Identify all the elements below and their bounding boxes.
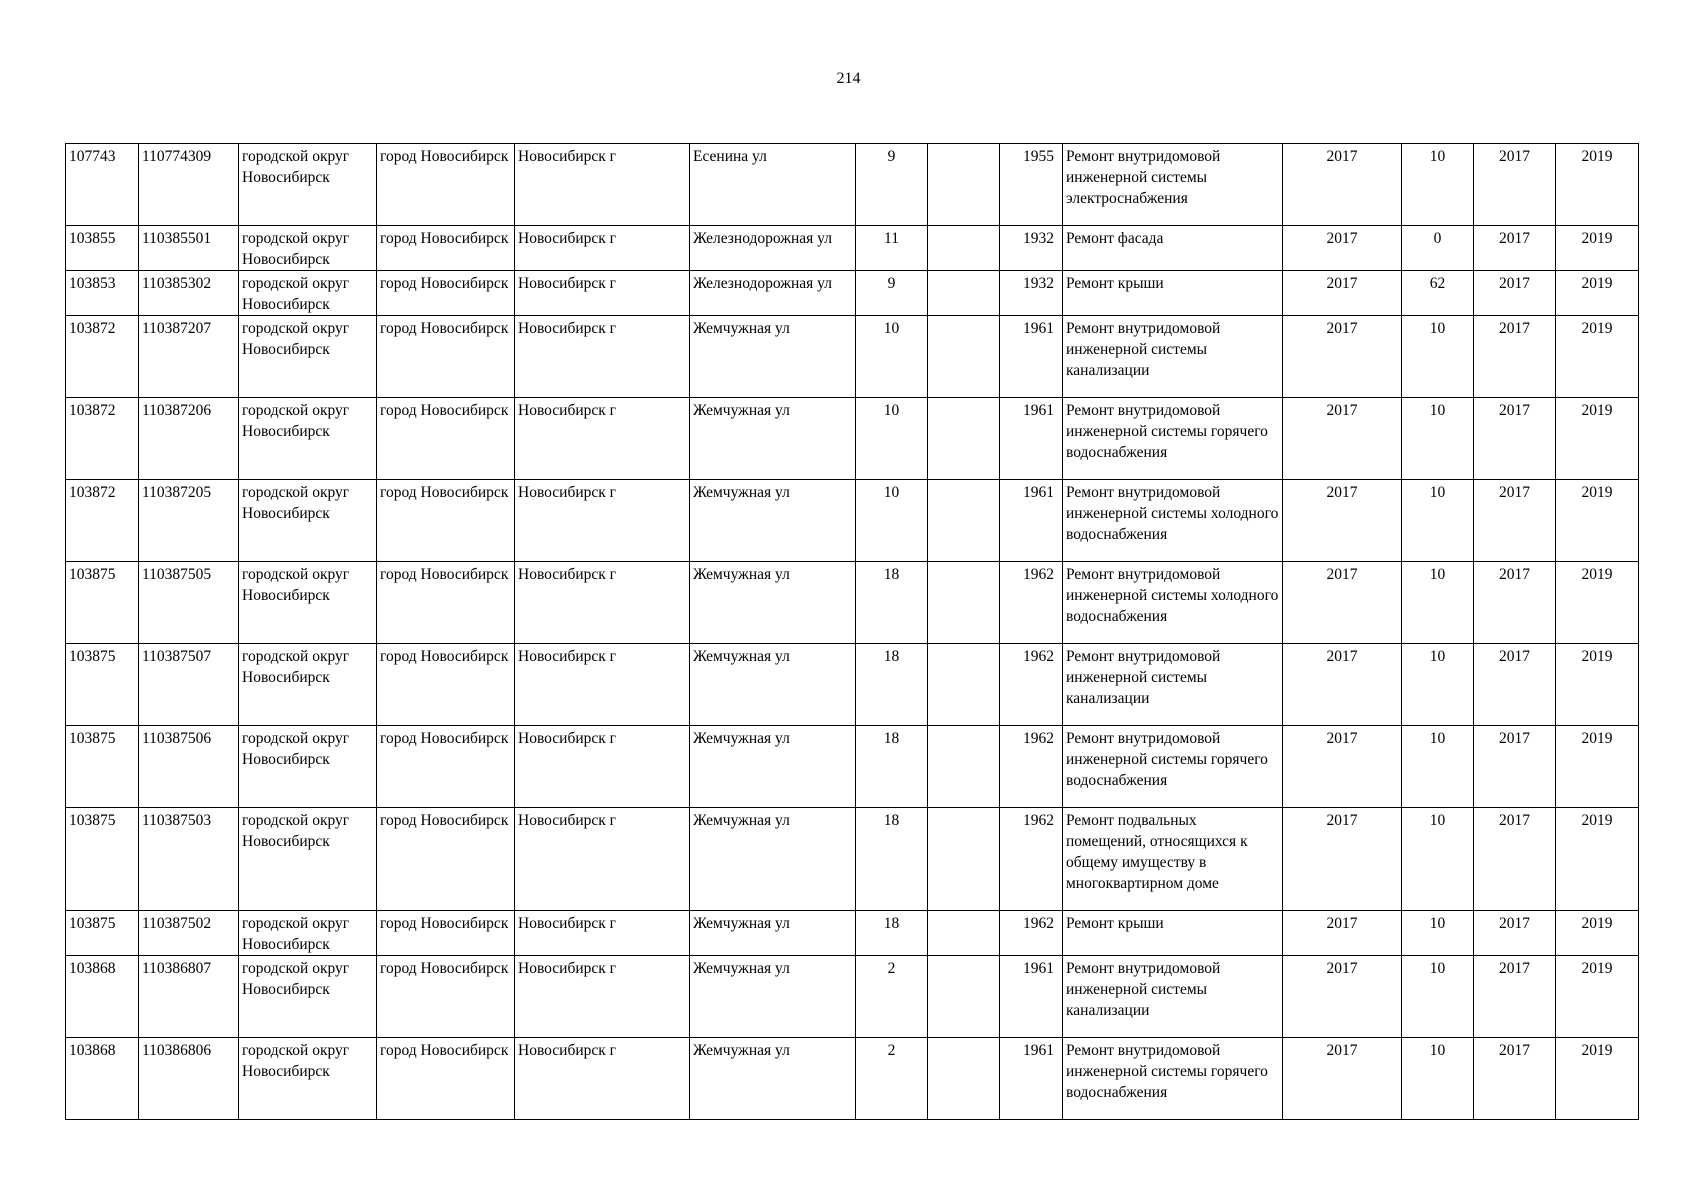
cell-building [928,398,1000,480]
cell-work-type: Ремонт крыши [1063,911,1283,956]
cell-building [928,956,1000,1038]
cell-start-year: 2017 [1474,1038,1556,1120]
cell-street: Жемчужная ул [690,562,856,644]
cell-house-id: 103875 [66,644,139,726]
cell-value: 10 [1402,911,1474,956]
cell-locality: Новосибирск г [515,562,690,644]
cell-work-code: 110387506 [139,726,239,808]
cell-house-id: 103872 [66,480,139,562]
cell-start-year: 2017 [1474,644,1556,726]
table-row [66,398,1639,480]
cell-work-code: 110385302 [139,271,239,316]
cell-locality: Новосибирск г [515,480,690,562]
cell-house-number: 10 [856,398,928,480]
cell-value: 10 [1402,808,1474,911]
cell-plan-year: 2017 [1283,956,1402,1038]
cell-work-type: Ремонт внутридомовой инженерной системы канализации [1063,644,1283,726]
cell-end-year: 2019 [1556,562,1639,644]
cell-plan-year: 2017 [1283,911,1402,956]
cell-house-number: 9 [856,271,928,316]
cell-plan-year: 2017 [1283,226,1402,271]
cell-street: Железнодорожная ул [690,271,856,316]
cell-building [928,226,1000,271]
cell-house-id: 103872 [66,316,139,398]
cell-locality: Новосибирск г [515,271,690,316]
cell-city: город Новосибирск [377,316,515,398]
cell-end-year: 2019 [1556,271,1639,316]
cell-build-year: 1932 [1000,226,1063,271]
cell-value: 10 [1402,1038,1474,1120]
cell-house-number: 18 [856,808,928,911]
cell-building [928,271,1000,316]
cell-house-number: 10 [856,316,928,398]
cell-plan-year: 2017 [1283,808,1402,911]
cell-house-number: 11 [856,226,928,271]
cell-end-year: 2019 [1556,911,1639,956]
cell-work-code: 110387207 [139,316,239,398]
cell-house-number: 18 [856,644,928,726]
cell-house-id: 103875 [66,726,139,808]
cell-building [928,1038,1000,1120]
cell-street: Жемчужная ул [690,911,856,956]
cell-work-type: Ремонт внутридомовой инженерной системы холодного водоснабжения [1063,562,1283,644]
cell-value: 10 [1402,956,1474,1038]
cell-district: городской округ Новосибирск [239,644,377,726]
cell-work-code: 110387502 [139,911,239,956]
cell-end-year: 2019 [1556,144,1639,226]
cell-district: городской округ Новосибирск [239,271,377,316]
cell-district: городской округ Новосибирск [239,316,377,398]
cell-house-number: 18 [856,562,928,644]
cell-street: Железнодорожная ул [690,226,856,271]
cell-city: город Новосибирск [377,480,515,562]
cell-build-year: 1962 [1000,562,1063,644]
cell-street: Жемчужная ул [690,808,856,911]
cell-work-type: Ремонт внутридомовой инженерной системы холодного водоснабжения [1063,480,1283,562]
cell-value: 10 [1402,562,1474,644]
cell-work-code: 110387507 [139,644,239,726]
cell-work-code: 110387503 [139,808,239,911]
cell-house-id: 107743 [66,144,139,226]
cell-start-year: 2017 [1474,271,1556,316]
cell-build-year: 1961 [1000,480,1063,562]
cell-value: 0 [1402,226,1474,271]
cell-value: 62 [1402,271,1474,316]
cell-start-year: 2017 [1474,144,1556,226]
cell-locality: Новосибирск г [515,956,690,1038]
cell-work-code: 110387505 [139,562,239,644]
cell-street: Жемчужная ул [690,1038,856,1120]
cell-build-year: 1955 [1000,144,1063,226]
cell-house-number: 2 [856,956,928,1038]
cell-build-year: 1961 [1000,316,1063,398]
cell-start-year: 2017 [1474,480,1556,562]
cell-work-type: Ремонт внутридомовой инженерной системы канализации [1063,956,1283,1038]
cell-build-year: 1932 [1000,271,1063,316]
cell-building [928,808,1000,911]
cell-city: город Новосибирск [377,726,515,808]
cell-street: Жемчужная ул [690,644,856,726]
cell-city: город Новосибирск [377,144,515,226]
cell-house-id: 103868 [66,956,139,1038]
cell-end-year: 2019 [1556,726,1639,808]
cell-build-year: 1962 [1000,644,1063,726]
cell-work-type: Ремонт подвальных помещений, относящихся к общему имуществу в многоквартирном доме [1063,808,1283,911]
cell-house-id: 103875 [66,911,139,956]
cell-build-year: 1961 [1000,1038,1063,1120]
cell-end-year: 2019 [1556,956,1639,1038]
cell-building [928,562,1000,644]
capital-repair-table [65,143,1639,1120]
cell-city: город Новосибирск [377,398,515,480]
cell-district: городской округ Новосибирск [239,480,377,562]
cell-end-year: 2019 [1556,226,1639,271]
cell-plan-year: 2017 [1283,271,1402,316]
cell-city: город Новосибирск [377,562,515,644]
cell-start-year: 2017 [1474,562,1556,644]
cell-plan-year: 2017 [1283,726,1402,808]
cell-value: 10 [1402,398,1474,480]
cell-street: Жемчужная ул [690,316,856,398]
cell-building [928,316,1000,398]
cell-work-type: Ремонт внутридомовой инженерной системы горячего водоснабжения [1063,726,1283,808]
cell-end-year: 2019 [1556,316,1639,398]
cell-build-year: 1962 [1000,911,1063,956]
cell-city: город Новосибирск [377,271,515,316]
page-number: 214 [836,70,861,87]
cell-work-type: Ремонт фасада [1063,226,1283,271]
cell-build-year: 1961 [1000,398,1063,480]
cell-work-code: 110385501 [139,226,239,271]
cell-work-type: Ремонт крыши [1063,271,1283,316]
cell-start-year: 2017 [1474,226,1556,271]
cell-street: Жемчужная ул [690,398,856,480]
cell-district: городской округ Новосибирск [239,398,377,480]
cell-end-year: 2019 [1556,1038,1639,1120]
cell-house-number: 18 [856,726,928,808]
cell-building [928,726,1000,808]
table-row [66,644,1639,726]
cell-city: город Новосибирск [377,226,515,271]
cell-work-type: Ремонт внутридомовой инженерной системы горячего водоснабжения [1063,1038,1283,1120]
cell-value: 10 [1402,644,1474,726]
cell-end-year: 2019 [1556,480,1639,562]
cell-locality: Новосибирск г [515,726,690,808]
table-row [66,726,1639,808]
cell-street: Жемчужная ул [690,480,856,562]
cell-city: город Новосибирск [377,644,515,726]
table-row [66,911,1639,956]
cell-district: городской округ Новосибирск [239,808,377,911]
cell-building [928,144,1000,226]
table-row [66,1038,1639,1120]
cell-district: городской округ Новосибирск [239,911,377,956]
table-row [66,956,1639,1038]
cell-work-code: 110387206 [139,398,239,480]
cell-end-year: 2019 [1556,398,1639,480]
cell-house-number: 10 [856,480,928,562]
cell-building [928,644,1000,726]
table-row [66,808,1639,911]
cell-plan-year: 2017 [1283,562,1402,644]
cell-plan-year: 2017 [1283,316,1402,398]
cell-house-id: 103855 [66,226,139,271]
cell-plan-year: 2017 [1283,644,1402,726]
cell-building [928,911,1000,956]
cell-plan-year: 2017 [1283,480,1402,562]
cell-street: Есенина ул [690,144,856,226]
cell-house-number: 2 [856,1038,928,1120]
cell-house-id: 103868 [66,1038,139,1120]
table-row [66,316,1639,398]
cell-work-type: Ремонт внутридомовой инженерной системы канализации [1063,316,1283,398]
cell-locality: Новосибирск г [515,316,690,398]
cell-end-year: 2019 [1556,808,1639,911]
cell-work-code: 110386807 [139,956,239,1038]
cell-start-year: 2017 [1474,911,1556,956]
cell-build-year: 1962 [1000,808,1063,911]
cell-house-id: 103875 [66,808,139,911]
cell-district: городской округ Новосибирск [239,1038,377,1120]
cell-city: город Новосибирск [377,956,515,1038]
cell-locality: Новосибирск г [515,644,690,726]
cell-street: Жемчужная ул [690,726,856,808]
cell-district: городской округ Новосибирск [239,144,377,226]
cell-city: город Новосибирск [377,1038,515,1120]
cell-house-id: 103853 [66,271,139,316]
cell-city: город Новосибирск [377,911,515,956]
cell-value: 10 [1402,726,1474,808]
cell-plan-year: 2017 [1283,398,1402,480]
cell-street: Жемчужная ул [690,956,856,1038]
cell-district: городской округ Новосибирск [239,726,377,808]
cell-end-year: 2019 [1556,644,1639,726]
table-row [66,562,1639,644]
cell-city: город Новосибирск [377,808,515,911]
table-row [66,144,1639,226]
cell-plan-year: 2017 [1283,144,1402,226]
cell-start-year: 2017 [1474,316,1556,398]
cell-work-type: Ремонт внутридомовой инженерной системы горячего водоснабжения [1063,398,1283,480]
cell-locality: Новосибирск г [515,226,690,271]
cell-value: 10 [1402,144,1474,226]
cell-house-id: 103875 [66,562,139,644]
cell-district: городской округ Новосибирск [239,956,377,1038]
cell-building [928,480,1000,562]
cell-house-id: 103872 [66,398,139,480]
cell-locality: Новосибирск г [515,1038,690,1120]
cell-district: городской округ Новосибирск [239,562,377,644]
cell-build-year: 1961 [1000,956,1063,1038]
cell-value: 10 [1402,316,1474,398]
cell-plan-year: 2017 [1283,1038,1402,1120]
cell-locality: Новосибирск г [515,398,690,480]
cell-locality: Новосибирск г [515,911,690,956]
table-row [66,226,1639,271]
cell-locality: Новосибирск г [515,808,690,911]
cell-work-code: 110387205 [139,480,239,562]
cell-house-number: 18 [856,911,928,956]
cell-work-code: 110386806 [139,1038,239,1120]
cell-locality: Новосибирск г [515,144,690,226]
cell-house-number: 9 [856,144,928,226]
cell-start-year: 2017 [1474,726,1556,808]
cell-value: 10 [1402,480,1474,562]
table-row [66,480,1639,562]
cell-work-code: 110774309 [139,144,239,226]
cell-start-year: 2017 [1474,956,1556,1038]
cell-district: городской округ Новосибирск [239,226,377,271]
cell-build-year: 1962 [1000,726,1063,808]
table-row [66,271,1639,316]
cell-start-year: 2017 [1474,808,1556,911]
cell-work-type: Ремонт внутридомовой инженерной системы электроснабжения [1063,144,1283,226]
cell-start-year: 2017 [1474,398,1556,480]
